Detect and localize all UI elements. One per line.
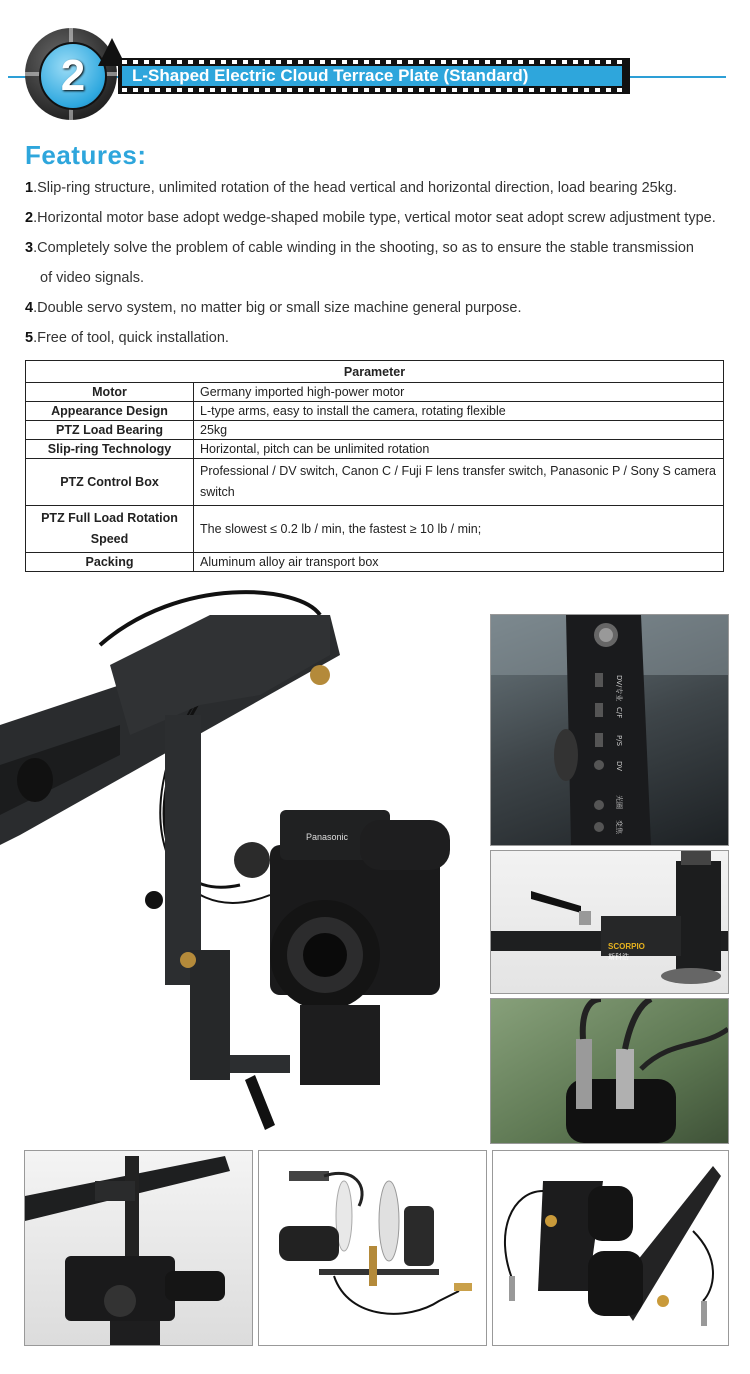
param-value: L-type arms, easy to install the camera, rotating flexible [194,402,724,421]
param-key: Slip-ring Technology [26,440,194,459]
param-value: Horizontal, pitch can be unlimited rotation [194,440,724,459]
film-perforation-bottom [122,88,626,92]
param-key: PTZ Load Bearing [26,421,194,440]
feature-item-continuation: of video signals. [40,270,144,286]
section-title: L-Shaped Electric Cloud Terrace Plate (Standard) [122,66,622,86]
param-key: Appearance Design [26,402,194,421]
param-key: PTZ Full Load Rotation Speed [26,506,194,553]
feature-item: 3.Completely solve the problem of cable winding in the shooting, so as to ensure the stable transmission [25,240,694,256]
section-number: 2 [60,51,86,100]
table-row [26,553,724,572]
table-row [26,402,724,421]
param-value: The slowest ≤ 0.2 lb / min, the fastest ≥ 10 lb / min; [194,506,724,553]
control-label-dv: DV [615,761,623,772]
features-heading: Features: [25,140,147,170]
control-box-photo [490,614,729,846]
control-label-zoom: 变焦 [615,820,623,834]
feature-item: 4.Double servo system, no matter big or small size machine general purpose. [25,300,522,316]
control-label-dv-pro: DV/专业 [615,675,623,702]
param-value: Professional / DV switch, Canon C / Fuji F lens transfer switch, Panasonic P / Sony S camera switch [194,459,724,506]
feature-item: 2.Horizontal motor base adopt wedge-shaped mobile type, vertical motor seat adopt screw adjustment type. [25,210,716,226]
jib-camera-photo [24,1150,253,1346]
feature-item: 5.Free of tool, quick installation. [25,330,229,346]
table-row [26,383,724,402]
badge-center [39,42,107,110]
brand-sub-label: 斯科浩 [608,953,629,961]
param-key: PTZ Control Box [26,459,194,506]
param-key: Packing [26,553,194,572]
film-perforation-top [122,60,626,64]
control-label-ps: P/S [615,735,623,747]
param-value: 25kg [194,421,724,440]
section-header [0,0,750,130]
param-value: Aluminum alloy air transport box [194,553,724,572]
motor-mount-photo [490,850,729,994]
motor-assembly-photo [258,1150,487,1346]
table-row [26,421,724,440]
table-row [26,506,724,553]
table-row [26,459,724,506]
brand-label: SCORPIO [608,942,645,951]
title-banner [118,58,630,94]
feature-item: 1.Slip-ring structure, unlimited rotation of the head vertical and horizontal direction, load bearing 25kg. [25,180,678,196]
connector-photo [490,998,729,1144]
param-value: Germany imported high-power motor [194,383,724,402]
l-bracket-motors-photo [492,1150,729,1346]
control-label-iris: 光圈 [615,795,623,809]
table-row [26,440,724,459]
camera-brand-label: Panasonic [306,832,349,842]
param-key: Motor [26,383,194,402]
main-product-photo [0,585,485,1140]
control-label-cf: C/F [615,707,623,719]
parameter-table [25,360,724,572]
table-header: Parameter [26,361,724,383]
